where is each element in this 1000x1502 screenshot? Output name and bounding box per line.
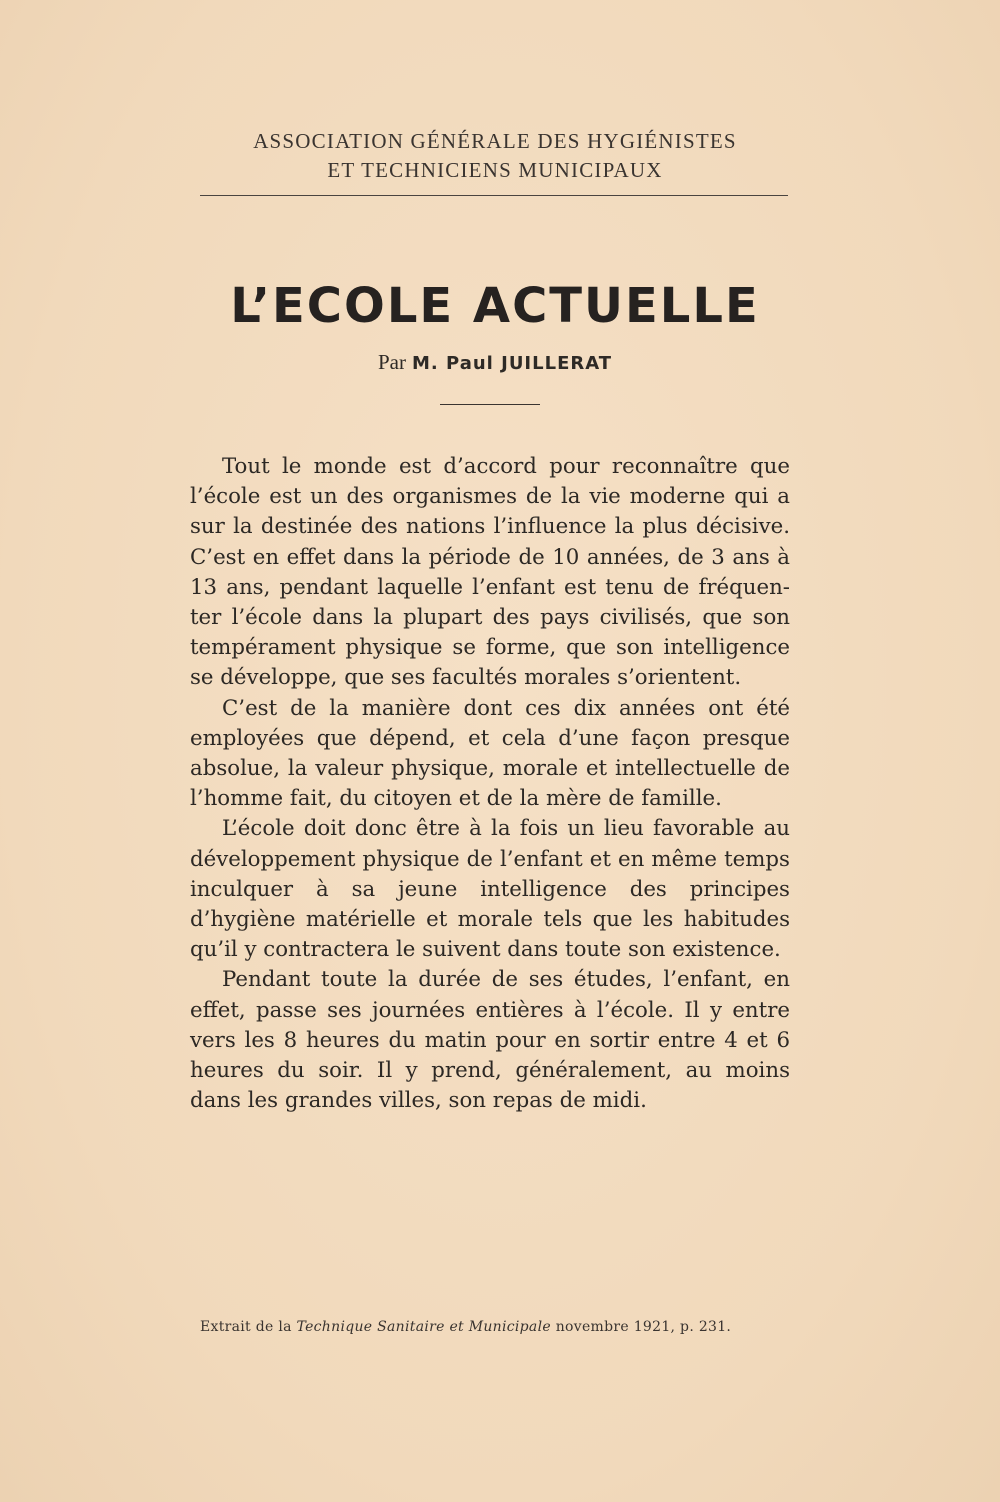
footnote-source: Technique Sanitaire et Municipale [296,1319,551,1335]
footnote-prefix: Extrait de la [200,1319,292,1335]
paragraph: L’école doit donc être à la fois un lieu favorable au développement physique de l’enfant et en même temps inculquer à sa jeune intelligence des principes d’hygiène matérielle et morale tels que les habitudes qu’il y contractera le suivent dans toute son existence. [190,816,790,963]
footnote-suffix: novembre 1921, p. 231. [555,1319,732,1335]
byline [200,350,790,375]
association-name-line-1: ASSOCIATION GÉNÉRALE DES HYGIÉNISTES [253,129,737,153]
header-divider [200,195,788,196]
title-divider [440,404,540,405]
paragraph: Tout le monde est d’accord pour reconnaître que l’école est un des organismes de la vie moderne qui a sur la destinée des nations l’influence la plus décisive. C’est en effet dans la période de 10 années, de 3 ans à 13 ans, pendant laquelle l’enfant est tenu de fréquenter l’école dans la plupart des pays civilisés, que son tempérament physique se forme, que son intelligence se développe, que ses facultés morales s’orientent. [190,454,790,691]
author-name: M. Paul JUILLERAT [412,353,613,374]
byline-prefix: Par [377,350,406,374]
article-title: L’ECOLE ACTUELLE [230,278,760,334]
paragraph: C’est de la manière dont ces dix années ont été employées que dépend, et cela d’une façon presque absolue, la valeur physique, morale et intellectuelle de l’homme fait, du citoyen et de la mère de famille. [190,695,790,812]
association-name-line-2: ET TECHNICIENS MUNICIPAUX [327,158,663,182]
article-body [190,452,790,1116]
footnote [200,1318,800,1337]
paragraph: Pendant toute la durée de ses études, l’enfant, en effet, passe ses journées entières à l’école. Il y entre vers les 8 heures du matin pour en sortir entre 4 et 6 heures du soir. Il y prend, généralement, au moins dans les grandes villes, son repas de midi. [190,967,790,1114]
